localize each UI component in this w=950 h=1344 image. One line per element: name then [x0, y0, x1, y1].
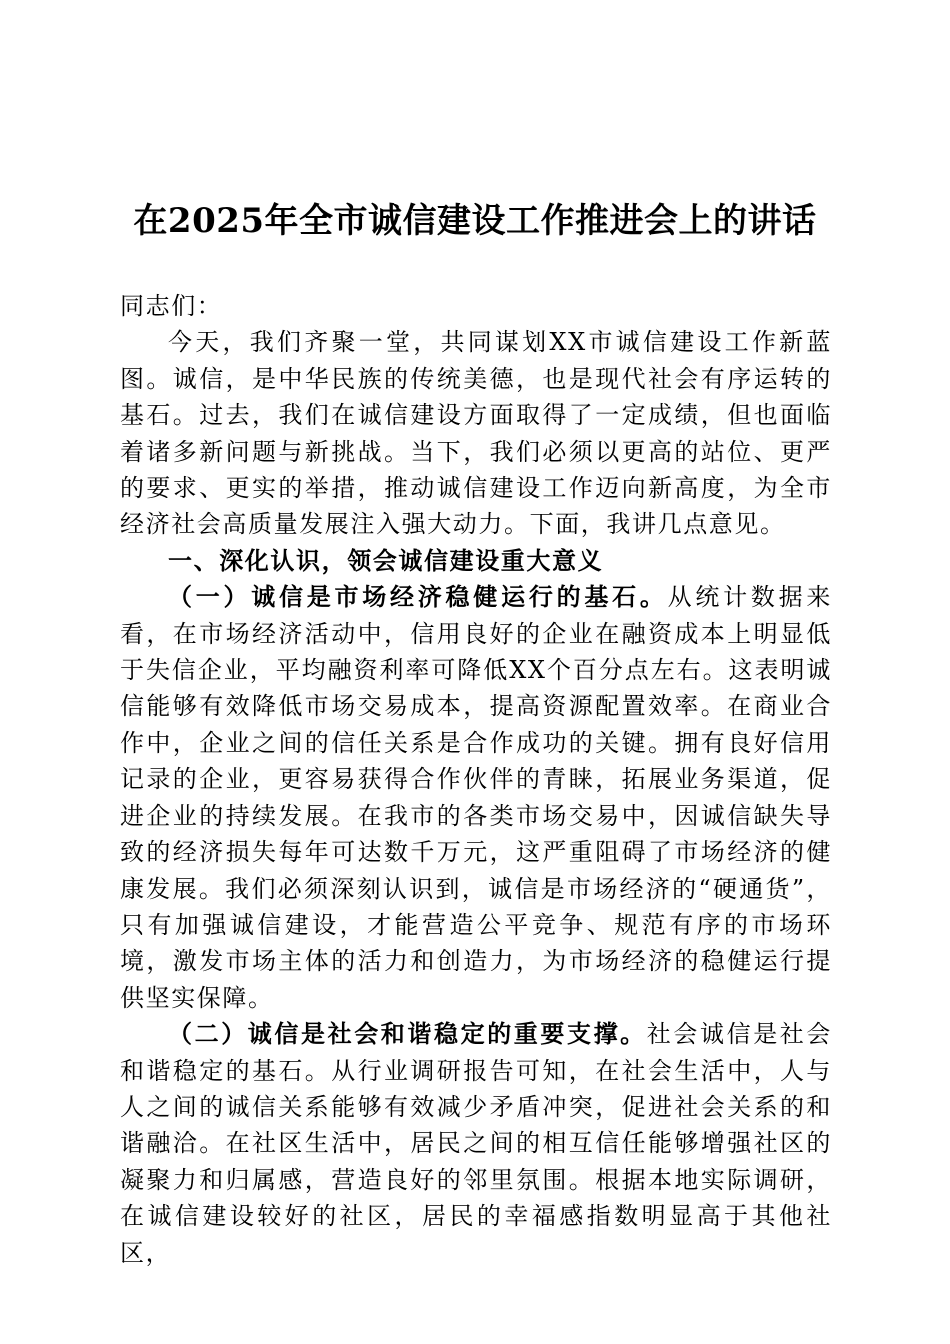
section-heading-1: 一、深化认识，领会诚信建设重大意义: [168, 545, 604, 575]
point-1-text: 从统计数据来看，在市场经济活动中，信用良好的企业在融资成本上明显低于失信企业，平均融资利率可降低XX个百分点左右。这表明诚信能够有效降低市场交易成本，提高资源配置效率。在商业合作中，企业之间的信任关系是合作成功的关键。拥有良好信用记录的企业，更容易获得合作伙伴的青睐，拓展业务渠道，促进企业的持续发展。在我市的各类市场交易中，因诚信缺失导致的经济损失每年可达数千万元，这严重阻碍了市场经济的健康发展。我们必须深刻认识到，诚信是市场经济的“硬通货”，只有加强诚信建设，才能营造公平竞争、规范有序的市场环境，激发市场主体的活力和创造力，为市场经济的稳健运行提供坚实保障。: [120, 583, 832, 1012]
point-2-heading: （二）诚信是社会和谐稳定的重要支撑。: [168, 1019, 647, 1049]
document-body: [120, 288, 832, 1271]
paragraph-point-2: [120, 1016, 832, 1271]
point-2-text: 社会诚信是社会和谐稳定的基石。从行业调研报告可知，在社会生活中，人与人之间的诚信关系能够有效减少矛盾冲突，促进社会关系的和谐融洽。在社区生活中，居民之间的相互信任能够增强社区的凝聚力和归属感，营造良好的邻里氛围。根据本地实际调研，在诚信建设较好的社区，居民的幸福感指数明显高于其他社区，: [120, 1020, 832, 1267]
document-title: 在2025年全市诚信建设工作推进会上的讲话: [133, 201, 817, 241]
salutation: 同志们：: [120, 292, 223, 320]
point-1-heading: （一）诚信是市场经济稳健运行的基石。: [168, 582, 668, 612]
intro-paragraph: 今天，我们齐聚一堂，共同谋划XX市诚信建设工作新蓝图。诚信，是中华民族的传统美德，也是现代社会有序运转的基石。过去，我们在诚信建设方面取得了一定成绩，但也面临着诸多新问题与新挑战。当下，我们必须以更高的站位、更严的要求、更实的举措，推动诚信建设工作迈向新高度，为全市经济社会高质量发展注入强大动力。下面，我讲几点意见。: [120, 328, 832, 539]
paragraph-point-1: [120, 579, 832, 1016]
